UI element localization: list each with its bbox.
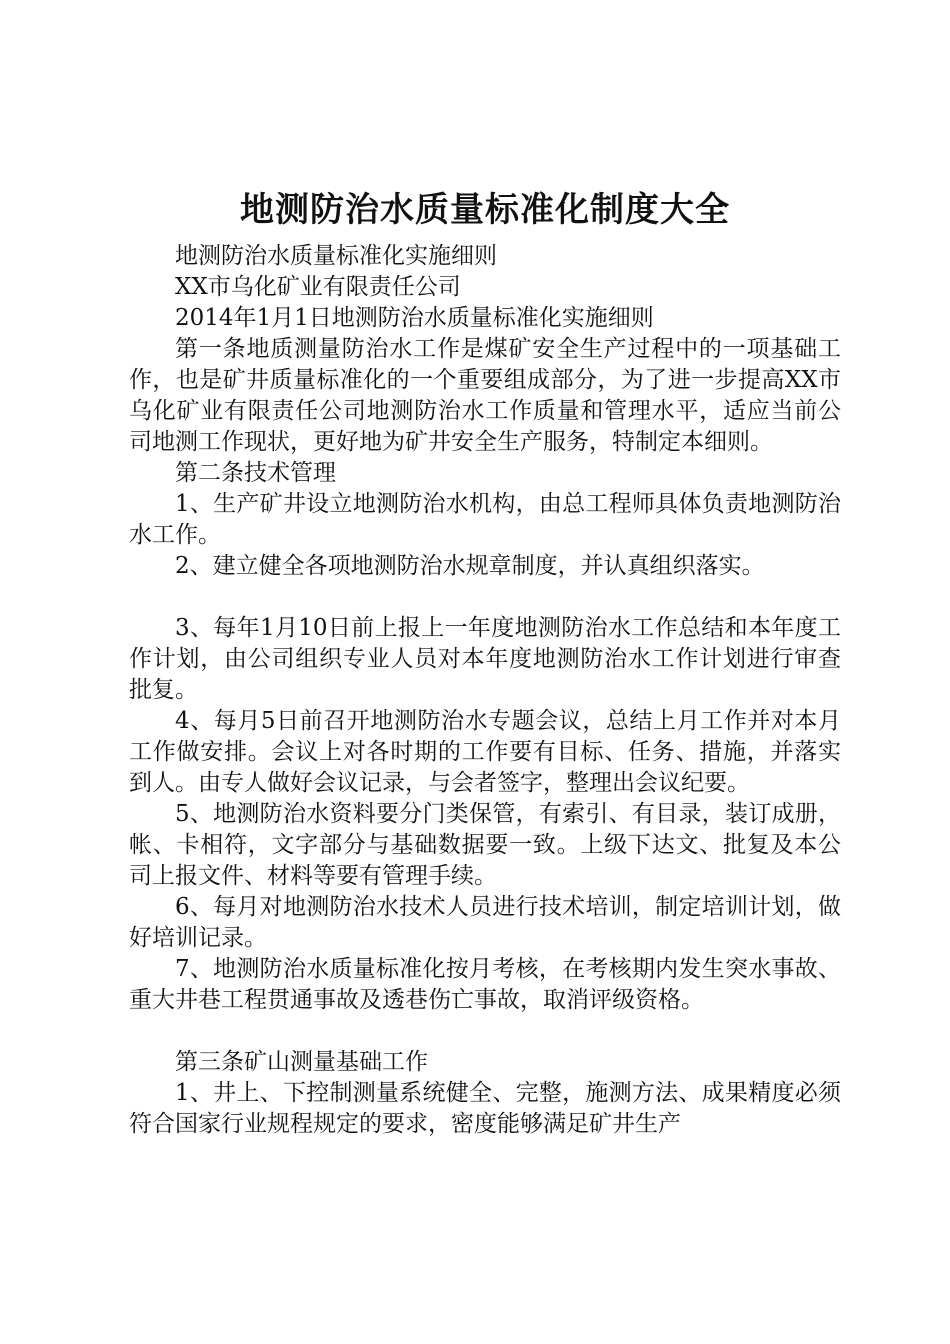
paragraph-item-3: 3、每年1月10日前上报上一年度地测防治水工作总结和本年度工作计划，由公司组织专业人员对本年度地测防治水工作计划进行审查批复。 — [129, 615, 841, 703]
blank-line — [129, 582, 841, 613]
document-title: 地测防治水质量标准化制度大全 — [240, 190, 730, 230]
paragraph-item-2: 2、建立健全各项地测防治水规章制度，并认真组织落实。 — [175, 553, 765, 579]
paragraph-item-6: 6、每月对地测防治水技术人员进行技术培训，制定培训计划，做好培训记录。 — [129, 894, 841, 951]
blank-line — [129, 1016, 841, 1047]
paragraph-subtitle: 地测防治水质量标准化实施细则 — [175, 243, 497, 269]
document-body — [129, 185, 841, 1140]
paragraph-article-3-item-1: 1、井上、下控制测量系统健全、完整，施测方法、成果精度必须符合国家行业规程规定的要求，密度能够满足矿井生产 — [129, 1080, 841, 1137]
paragraph-company: XX市乌化矿业有限责任公司 — [175, 274, 461, 300]
paragraph-article-3-heading: 第三条矿山测量基础工作 — [175, 1049, 428, 1075]
paragraph-item-1: 1、生产矿井设立地测防治水机构，由总工程师具体负责地测防治水工作。 — [129, 491, 841, 548]
paragraph-article-1: 第一条地质测量防治水工作是煤矿安全生产过程中的一项基础工作，也是矿井质量标准化的一个重要组成部分，为了进一步提高XX市乌化矿业有限责任公司地测防治水工作质量和管理水平，适应当前公司地测工作现状，更好地为矿井安全生产服务，特制定本细则。 — [129, 336, 841, 455]
paragraph-date-heading: 2014年1月1日地测防治水质量标准化实施细则 — [175, 305, 654, 331]
paragraph-article-2-heading: 第二条技术管理 — [175, 460, 336, 486]
paragraph-item-5: 5、地测防治水资料要分门类保管，有索引、有目录，装订成册，帐、卡相符，文字部分与基础数据要一致。上级下达文、批复及本公司上报文件、材料等要有管理手续。 — [129, 801, 841, 889]
paragraph-item-4: 4、每月5日前召开地测防治水专题会议，总结上月工作并对本月工作做安排。会议上对各时期的工作要有目标、任务、措施，并落实到人。由专人做好会议记录，与会者签字，整理出会议纪要。 — [129, 708, 841, 796]
paragraph-item-7: 7、地测防治水质量标准化按月考核，在考核期内发生突水事故、重大井巷工程贯通事故及透巷伤亡事故，取消评级资格。 — [129, 956, 841, 1013]
